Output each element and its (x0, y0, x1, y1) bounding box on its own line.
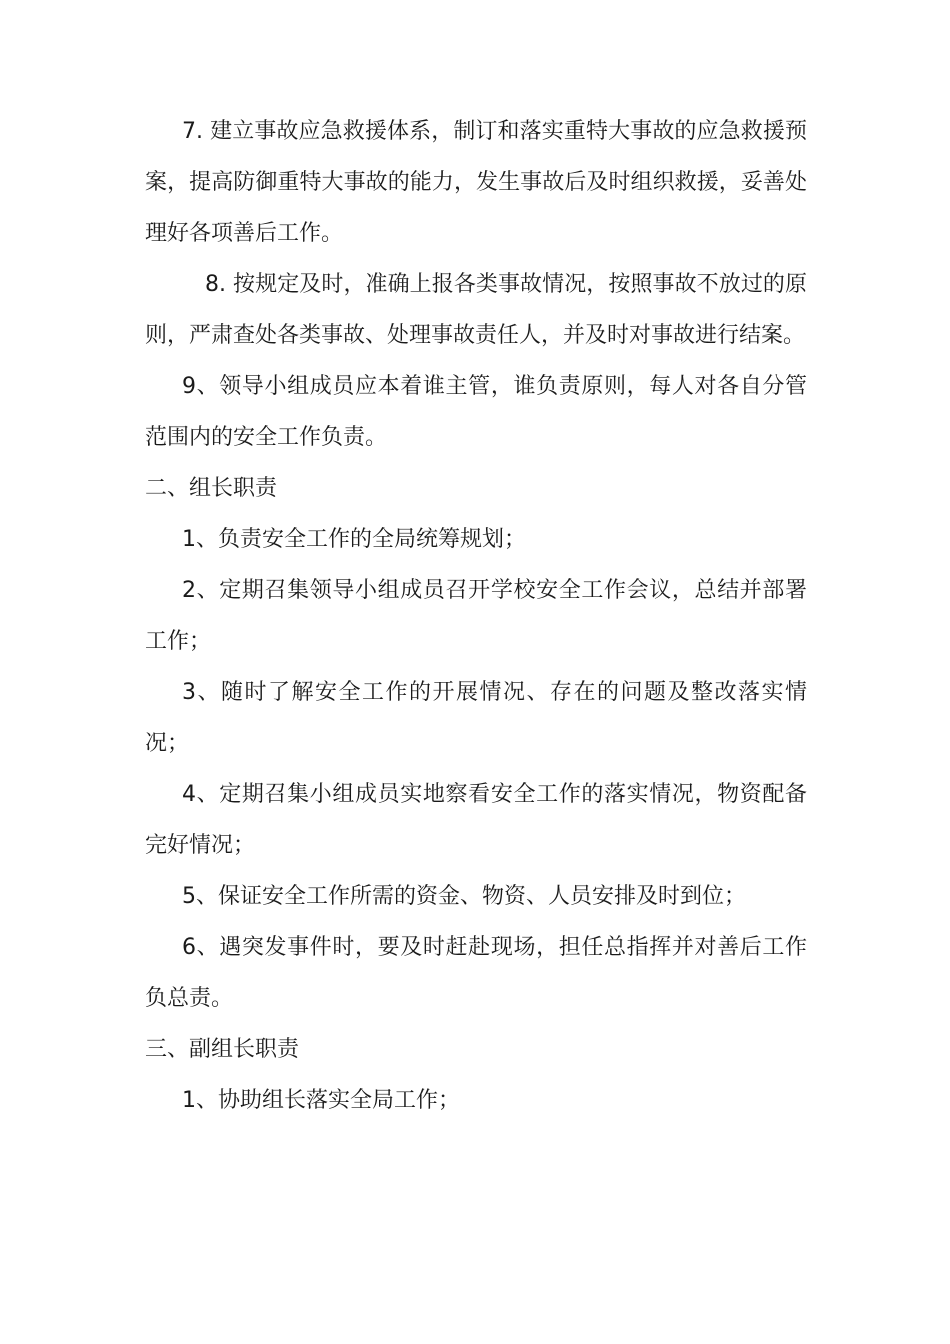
leader-duty-6: 6、遇突发事件时，要及时赶赴现场，担任总指挥并对善后工作负总责。 (145, 935, 807, 1011)
section-heading-deputy-leader-duties: 三、副组长职责 (145, 1037, 300, 1062)
document-body (145, 106, 807, 1126)
paragraph-item-8: 8. 按规定及时，准确上报各类事故情况，按照事故不放过的原则，严肃查处各类事故、处理事故责任人，并及时对事故进行结案。 (145, 272, 807, 348)
leader-duty-1: 1、负责安全工作的全局统筹规划； (182, 527, 526, 552)
section-heading-leader-duties: 二、组长职责 (145, 476, 278, 501)
leader-duty-3: 3、随时了解安全工作的开展情况、存在的问题及整改落实情况； (145, 680, 807, 756)
leader-duty-5: 5、保证安全工作所需的资金、物资、人员安排及时到位； (182, 884, 746, 909)
deputy-duty-1: 1、协助组长落实全局工作； (182, 1088, 460, 1113)
paragraph-item-7: 7. 建立事故应急救援体系，制订和落实重特大事故的应急救援预案，提高防御重特大事故的能力，发生事故后及时组织救援，妥善处理好各项善后工作。 (145, 119, 807, 246)
leader-duty-4: 4、定期召集小组成员实地察看安全工作的落实情况，物资配备完好情况； (145, 782, 807, 858)
leader-duty-2: 2、定期召集领导小组成员召开学校安全工作会议，总结并部署工作； (145, 578, 807, 654)
paragraph-item-9: 9、领导小组成员应本着谁主管，谁负责原则，每人对各自分管范围内的安全工作负责。 (145, 374, 807, 450)
